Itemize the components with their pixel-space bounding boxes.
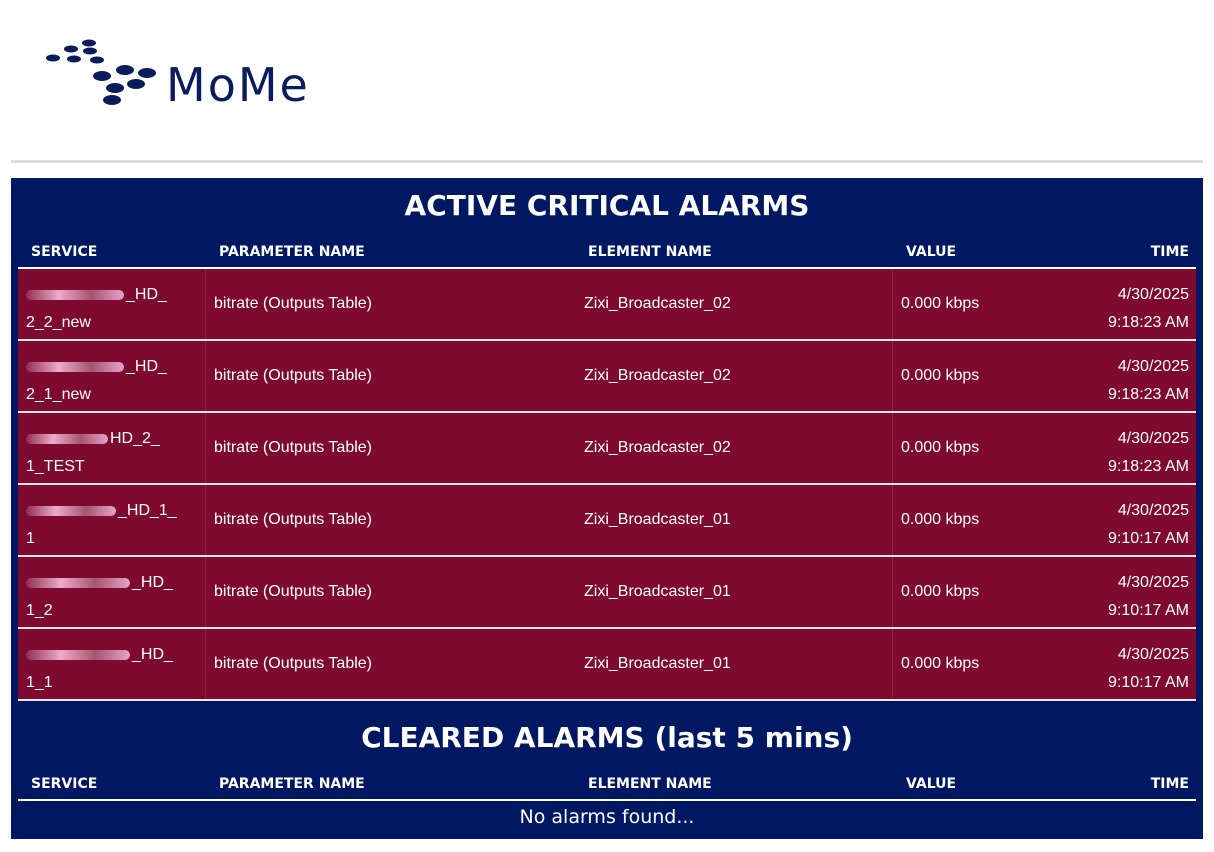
service-cell — [18, 341, 206, 411]
service-line2: 2_2_new — [26, 314, 91, 331]
value-cell: 0.000 kbps — [892, 629, 1082, 699]
header-divider — [11, 160, 1203, 163]
alarm-time: 9:10:17 AM — [1108, 674, 1189, 691]
col-header-time[interactable]: TIME — [1150, 244, 1189, 260]
element-cell: Zixi_Broadcaster_01 — [584, 655, 731, 672]
redacted-mark — [26, 578, 130, 588]
alarm-time: 9:18:23 AM — [1108, 386, 1189, 403]
service-cell — [18, 485, 206, 555]
alarm-time: 9:10:17 AM — [1108, 530, 1189, 547]
table-row[interactable] — [18, 341, 1196, 413]
service-line2: 1 — [26, 530, 35, 547]
alarm-time: 9:10:17 AM — [1108, 602, 1189, 619]
value-cell: 0.000 kbps — [892, 485, 1082, 555]
service-suffix: _HD_1_ — [118, 502, 177, 519]
page-header — [0, 0, 1214, 160]
element-cell: Zixi_Broadcaster_01 — [584, 583, 731, 600]
service-suffix: _HD_ — [126, 286, 167, 303]
element-cell: Zixi_Broadcaster_02 — [584, 295, 731, 312]
empty-state-message: No alarms found... — [519, 806, 695, 828]
time-cell — [1046, 269, 1196, 339]
parameter-cell: bitrate (Outputs Table) — [214, 655, 373, 672]
time-cell — [1046, 557, 1196, 627]
element-cell: Zixi_Broadcaster_01 — [584, 511, 731, 528]
table-row[interactable] — [18, 629, 1196, 701]
alarm-date: 4/30/2025 — [1117, 358, 1189, 375]
service-line2: 1_TEST — [26, 458, 85, 475]
service-suffix: HD_2_ — [110, 430, 160, 447]
service-suffix: _HD_ — [132, 574, 173, 591]
alarm-date: 4/30/2025 — [1117, 430, 1189, 447]
parameter-cell: bitrate (Outputs Table) — [214, 439, 373, 456]
service-cell — [18, 269, 206, 339]
redacted-mark — [26, 290, 124, 300]
time-cell — [1046, 485, 1196, 555]
col-header-parameter[interactable]: PARAMETER NAME — [219, 776, 365, 792]
redacted-mark — [26, 650, 130, 660]
parameter-cell: bitrate (Outputs Table) — [214, 511, 373, 528]
dots-logo-icon — [44, 38, 164, 113]
alarm-date: 4/30/2025 — [1117, 646, 1189, 663]
alarms-panel — [11, 178, 1203, 839]
alarm-date: 4/30/2025 — [1117, 502, 1189, 519]
active-table-header — [18, 242, 1196, 264]
value-cell: 0.000 kbps — [892, 341, 1082, 411]
col-header-service[interactable]: SERVICE — [31, 244, 98, 260]
alarm-date: 4/30/2025 — [1117, 574, 1189, 591]
service-cell — [18, 413, 206, 483]
value-cell: 0.000 kbps — [892, 413, 1082, 483]
cleared-table-header — [18, 774, 1196, 796]
time-cell — [1046, 629, 1196, 699]
alarm-date: 4/30/2025 — [1117, 286, 1189, 303]
redacted-mark — [26, 506, 116, 516]
table-row[interactable] — [18, 269, 1196, 341]
parameter-cell: bitrate (Outputs Table) — [214, 295, 373, 312]
col-header-element[interactable]: ELEMENT NAME — [588, 244, 712, 260]
time-cell — [1046, 413, 1196, 483]
col-header-parameter[interactable]: PARAMETER NAME — [219, 244, 365, 260]
logo-text: MoMe — [166, 58, 310, 112]
mome-logo — [44, 38, 344, 118]
element-cell: Zixi_Broadcaster_02 — [584, 367, 731, 384]
col-header-time[interactable]: TIME — [1150, 776, 1189, 792]
table-row[interactable] — [18, 413, 1196, 485]
parameter-cell: bitrate (Outputs Table) — [214, 367, 373, 384]
service-suffix: _HD_ — [132, 646, 173, 663]
alarm-time: 9:18:23 AM — [1108, 458, 1189, 475]
table-row[interactable] — [18, 557, 1196, 629]
value-cell: 0.000 kbps — [892, 557, 1082, 627]
table-row[interactable] — [18, 485, 1196, 557]
cleared-alarms-title: CLEARED ALARMS (last 5 mins) — [361, 721, 853, 754]
col-header-element[interactable]: ELEMENT NAME — [588, 776, 712, 792]
redacted-mark — [26, 434, 108, 444]
header-rule — [18, 799, 1196, 801]
alarm-time: 9:18:23 AM — [1108, 314, 1189, 331]
time-cell — [1046, 341, 1196, 411]
col-header-value[interactable]: VALUE — [906, 776, 957, 792]
active-alarms-title: ACTIVE CRITICAL ALARMS — [404, 189, 810, 222]
service-cell — [18, 629, 206, 699]
value-cell: 0.000 kbps — [892, 269, 1082, 339]
active-alarms-table — [18, 269, 1196, 701]
service-suffix: _HD_ — [126, 358, 167, 375]
service-cell — [18, 557, 206, 627]
service-line2: 1_2 — [26, 602, 53, 619]
service-line2: 1_1 — [26, 674, 53, 691]
element-cell: Zixi_Broadcaster_02 — [584, 439, 731, 456]
parameter-cell: bitrate (Outputs Table) — [214, 583, 373, 600]
col-header-value[interactable]: VALUE — [906, 244, 957, 260]
service-line2: 2_1_new — [26, 386, 91, 403]
col-header-service[interactable]: SERVICE — [31, 776, 98, 792]
redacted-mark — [26, 362, 124, 372]
